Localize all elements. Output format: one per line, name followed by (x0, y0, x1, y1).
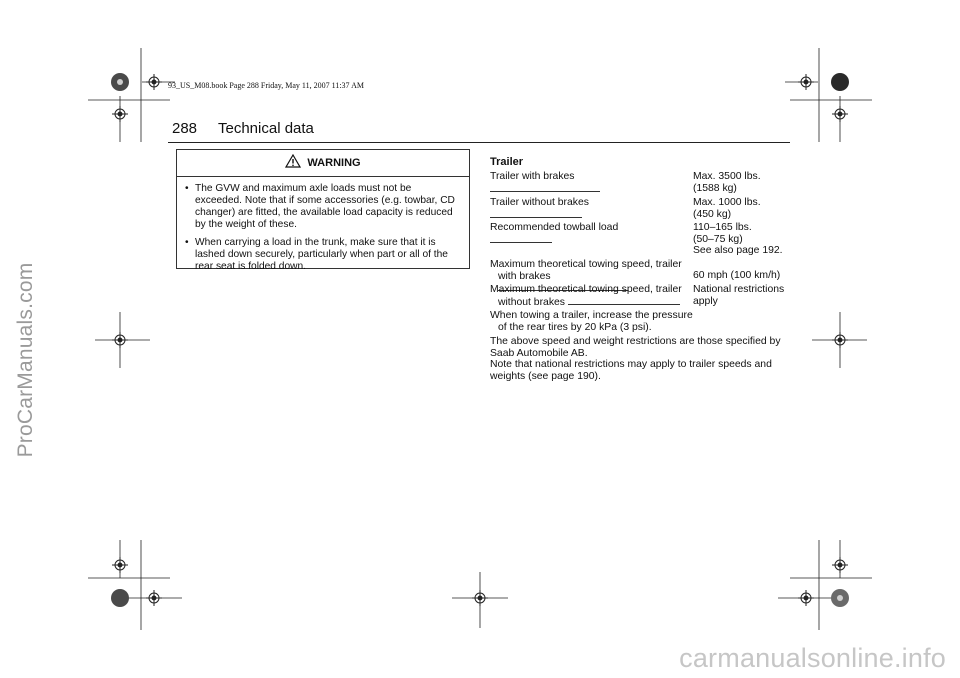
warning-title: WARNING (307, 157, 361, 169)
registration-target (112, 106, 128, 122)
restrictions-note (490, 336, 790, 382)
dotted-leader (490, 183, 600, 192)
book-info-line: 93_US_M08.book Page 288 Friday, May 11, 2007 11:37 AM (168, 81, 364, 90)
header-rule (168, 142, 790, 143)
page-number: 288 (172, 120, 198, 137)
warning-triangle-icon (285, 154, 301, 168)
restrictions-line: weights (see page 190). (490, 370, 601, 382)
spec-label: Recommended towball load (490, 222, 619, 233)
spec-value: Max. 3500 lbs. (693, 171, 761, 182)
spec-value-metric: (50–75 kg) (693, 233, 743, 245)
spec-label: Trailer without brakes (490, 197, 589, 208)
spec-value: Max. 1000 lbs. (693, 197, 761, 208)
spec-see-also: See also page 192. (693, 245, 783, 256)
registration-target (798, 74, 814, 90)
pressure-note-line: When towing a trailer, increase the pressure (490, 310, 693, 321)
warning-item: • The GVW and maximum axle loads must not be exceeded. Note that if some accessories (e.g. towbar, CD changer) are fitted, the available load capacity is reduced by the weight of these. (185, 183, 461, 231)
spec-label-cont: with brakes (498, 270, 551, 282)
spec-value-metric: (1588 kg) (693, 182, 737, 194)
spec-value: 110–165 lbs. (693, 222, 752, 233)
side-watermark-text: ProCarManuals.com (14, 262, 37, 458)
pressure-note-line: of the rear tires by 20 kPa (3 psi). (498, 321, 652, 333)
spec-label: Trailer with brakes (490, 171, 575, 182)
dotted-leader (568, 296, 680, 305)
spec-value-cont: apply (693, 295, 718, 307)
corner-dot-bl (111, 589, 129, 607)
bottom-watermark: carmanualsonline.info (679, 643, 946, 673)
restrictions-line: The above speed and weight restrictions are those specified by (490, 336, 781, 347)
spec-label-cont: without brakes (498, 296, 565, 308)
registration-target (112, 557, 128, 573)
registration-target (146, 74, 162, 90)
registration-target (146, 590, 162, 606)
spec-label: Maximum theoretical towing speed, trailer (490, 284, 682, 295)
warning-list (185, 183, 461, 279)
corner-dot-br (831, 589, 849, 607)
registration-target (472, 590, 488, 606)
dotted-leader (490, 209, 582, 218)
spec-value: 60 mph (100 km/h) (693, 270, 781, 281)
warning-box (176, 149, 470, 272)
page-header (172, 120, 314, 137)
pressure-note (490, 310, 790, 333)
spec-value: National restrictions (693, 284, 785, 295)
warning-header (177, 150, 469, 177)
section-title: Technical data (218, 120, 314, 137)
registration-target (112, 332, 128, 348)
registration-target (832, 557, 848, 573)
side-watermark (6, 160, 46, 560)
restrictions-line: Saab Automobile AB. (490, 347, 588, 359)
warning-item: • When carrying a load in the trunk, make sure that it is lashed down securely, particularly when part or all of the rear seat is folded down. (185, 237, 461, 273)
corner-dot-tl (111, 73, 129, 91)
dotted-leader (490, 234, 552, 243)
registration-target (798, 590, 814, 606)
spec-label: Maximum theoretical towing speed, trailer (490, 259, 682, 270)
registration-target (832, 106, 848, 122)
trailer-heading: Trailer (490, 156, 524, 168)
restrictions-line: Note that national restrictions may apply to trailer speeds and (490, 359, 772, 370)
spec-value-metric: (450 kg) (693, 208, 732, 220)
corner-dot-tr (831, 73, 849, 91)
registration-target (832, 332, 848, 348)
